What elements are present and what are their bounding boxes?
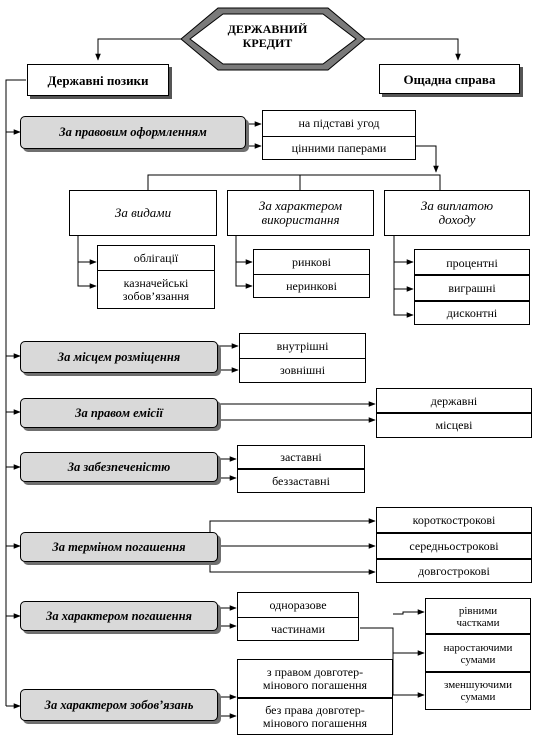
usage-item-market: ринкові [253, 249, 370, 274]
obligation-item-without-right [237, 697, 393, 735]
income-item-discount: дисконтні [414, 300, 530, 325]
subcriterion-usage-line1: За характером [258, 198, 343, 213]
parts-item-decreasing-line2: сумами [460, 691, 496, 703]
repayment-item-parts: частинами [237, 617, 359, 641]
term-item-medium: середньострокові [376, 532, 532, 559]
obligation-item-with-right-line2: мінового погашення [262, 678, 368, 692]
legal-item-securities: цінними паперами [262, 136, 416, 160]
placement-item-internal: внутрішні [239, 333, 366, 358]
parts-item-equal-line1: рівними [458, 604, 498, 617]
criterion-placement: За місцем розміщення [20, 341, 218, 373]
title-line-2: КРЕДИТ [242, 36, 293, 50]
security-item-secured: заставні [237, 445, 365, 469]
type-item-treasury [97, 270, 215, 309]
criterion-security: За забезпеченістю [20, 452, 218, 482]
criterion-legal: За правовим оформленням [20, 116, 246, 149]
income-item-interest: процентні [414, 249, 530, 276]
obligation-item-with-right [237, 659, 393, 698]
diagram-title [190, 22, 345, 50]
income-item-lottery: виграшні [414, 274, 530, 301]
savings-box: Ощадна справа [379, 64, 520, 94]
placement-item-external: зовнішні [239, 358, 366, 383]
obligation-item-without-right-line1: без права довготер- [265, 702, 365, 717]
subcriterion-types: За видами [69, 190, 217, 236]
term-item-long: довгострокові [376, 558, 532, 583]
parts-item-decreasing-line1: зменшуючими [444, 679, 512, 691]
emission-item-state: державні [376, 388, 532, 413]
type-item-treasury-line1: казначейські [123, 275, 189, 290]
type-item-bonds: облігації [97, 245, 215, 270]
criterion-term: За терміном погашення [20, 532, 218, 562]
emission-item-local: місцеві [376, 412, 532, 438]
subcriterion-income [384, 190, 530, 236]
term-item-short: короткострокові [376, 507, 532, 533]
state-loans-box: Державні позики [27, 64, 169, 96]
security-item-unsecured: беззаставні [237, 468, 365, 493]
obligation-item-without-right-line2: мінового погашення [262, 715, 368, 730]
usage-item-nonmarket: неринкові [253, 274, 370, 298]
criterion-obligations: За характером зобов’язань [20, 689, 218, 721]
subcriterion-income-line1: За виплатою [420, 198, 494, 213]
criterion-repayment: За характером погашення [20, 601, 218, 631]
type-item-treasury-line2: зобов’язання [122, 288, 190, 303]
parts-item-decreasing [425, 671, 531, 710]
criterion-emission: За правом емісії [20, 398, 218, 428]
legal-item-agreements: на підставі угод [262, 110, 416, 136]
subcriterion-usage-line2: використання [261, 212, 340, 227]
parts-item-increasing [425, 633, 531, 672]
subcriterion-income-line2: доходу [438, 212, 476, 227]
parts-item-equal-line2: частками [456, 616, 500, 629]
obligation-item-with-right-line1: з правом довготер- [266, 665, 364, 679]
subcriterion-usage [227, 190, 374, 236]
parts-item-equal [425, 598, 531, 634]
title-line-1: ДЕРЖАВНИЙ [227, 22, 308, 36]
parts-item-increasing-line1: наростаючими [443, 641, 513, 654]
parts-item-increasing-line2: сумами [460, 653, 496, 666]
repayment-item-once: одноразове [237, 592, 359, 617]
